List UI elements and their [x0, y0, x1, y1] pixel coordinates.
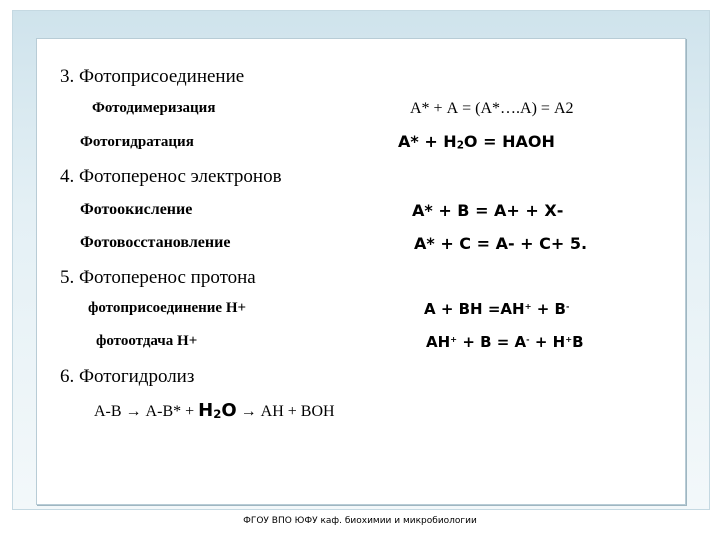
proton-addition-label: фотоприсоединение Н+ — [88, 300, 247, 316]
photohydration-label: Фотогидратация — [80, 134, 194, 150]
proton-release-equation: АН+ + В = А- + Н+В — [426, 333, 584, 351]
section-4-title: 4. Фотоперенос электронов — [60, 166, 282, 187]
section-3-title: 3. Фотоприсоединение — [60, 66, 245, 87]
footer-credit: ФГОУ ВПО ЮФУ каф. биохимии и микробиологии — [243, 516, 477, 526]
section-5-title: 5. Фотоперенос протона — [60, 267, 256, 288]
photoreduction-label: Фотовосстановление — [80, 234, 231, 251]
photodimerization-equation: А* + А = (А*….А) = А2 — [410, 100, 574, 117]
proton-addition-equation: А + ВН =АН+ + В- — [424, 300, 570, 318]
photooxidation-equation: А* + В = А+ + Х- — [412, 201, 564, 220]
photodimerization-label: Фотодимеризация — [92, 100, 216, 116]
photohydrolysis-equation: А-В → А-В* + Н2О → АН + ВОН — [94, 400, 335, 421]
section-6-title: 6. Фотогидролиз — [60, 366, 195, 387]
photohydration-equation: А* + Н2О = НАОН — [398, 132, 555, 152]
photooxidation-label: Фотоокисление — [80, 201, 193, 218]
photoreduction-equation: А* + С = А- + С+ 5. — [414, 234, 588, 253]
proton-release-label: фотоотдача Н+ — [96, 333, 198, 349]
